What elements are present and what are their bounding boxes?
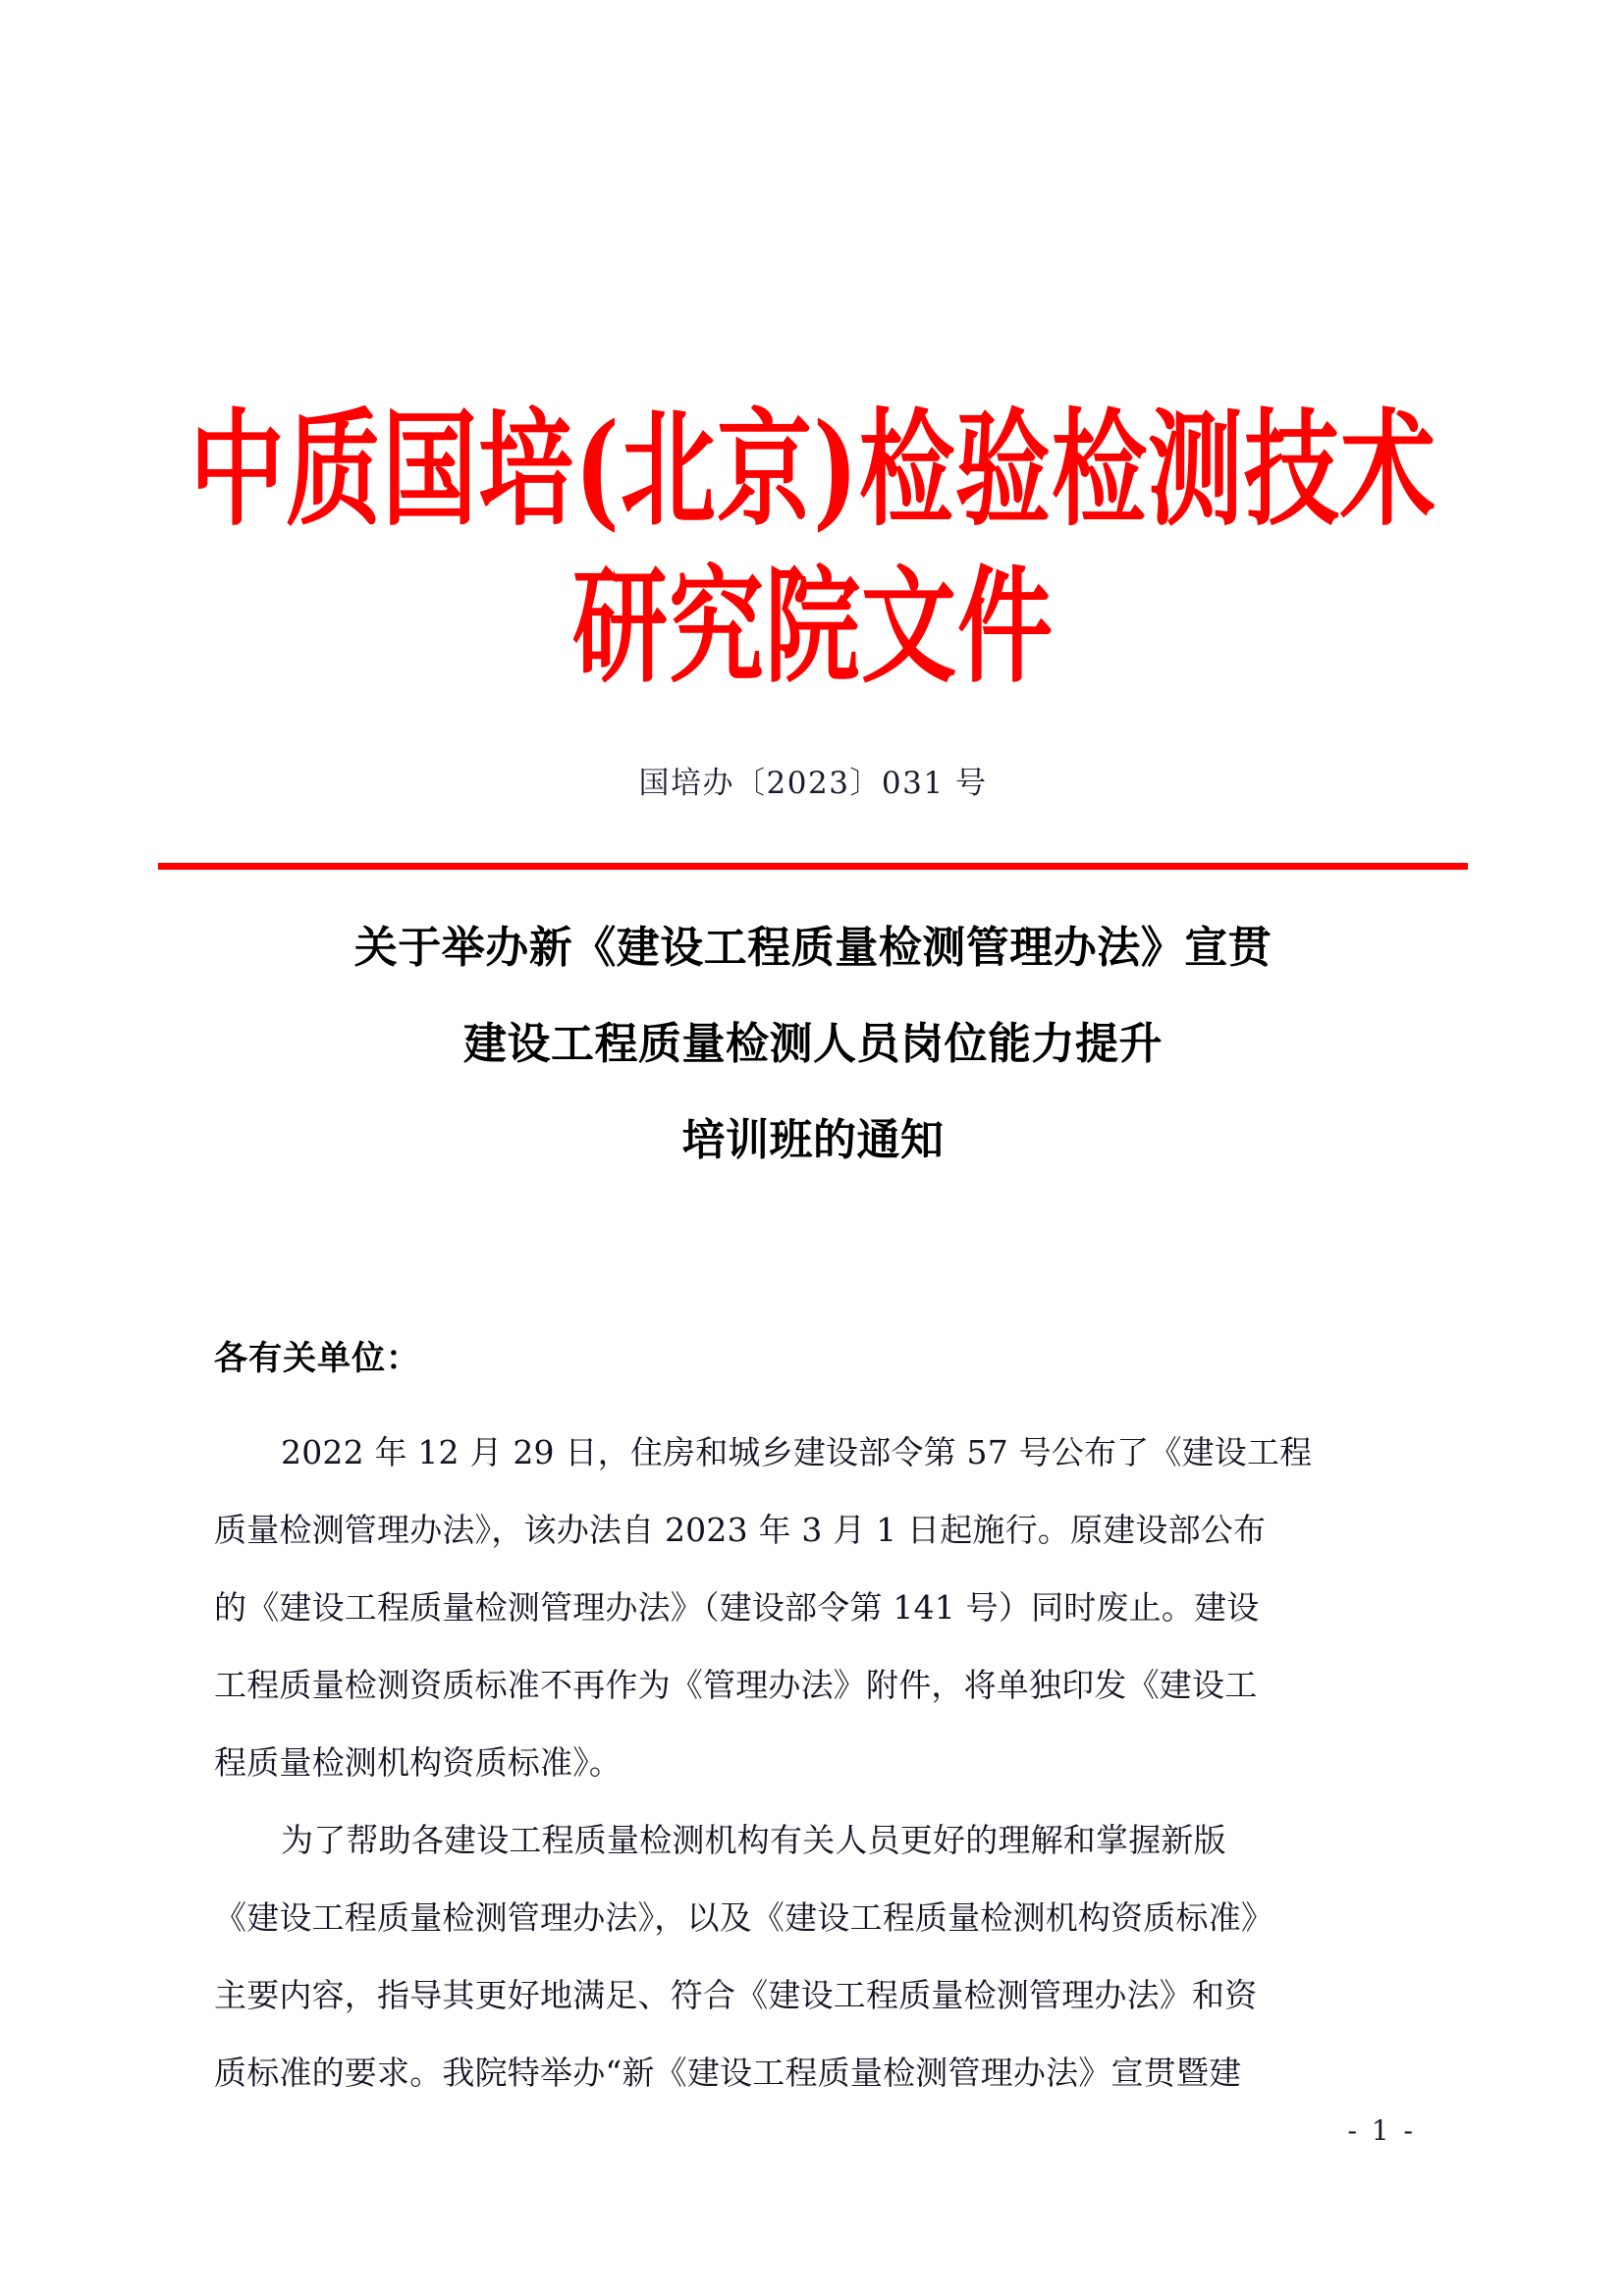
red-divider-rule — [158, 863, 1468, 870]
paragraph-2 — [214, 1801, 1426, 2111]
paragraph-line: 质量检测管理办法》，该办法自 2023 年 3 月 1 日起施行。原建设部公布 — [214, 1511, 1267, 1549]
salutation: 各有关单位： — [214, 1339, 420, 1378]
paragraph-line: 质标准的要求。我院特举办“新《建设工程质量检测管理办法》宣贯暨建 — [214, 2054, 1242, 2092]
title-line-1: 关于举办新《建设工程质量检测管理办法》宣贯 — [353, 923, 1272, 973]
paragraph-line: 程质量检测机构资质标准》。 — [214, 1743, 623, 1782]
page-number-footer: - 1 - — [1347, 2114, 1416, 2147]
paragraph-line: 的《建设工程质量检测管理办法》（建设部令第 141 号）同时废止。建设 — [214, 1588, 1260, 1627]
paragraph-line: 2022 年 12 月 29 日，住房和城乡建设部令第 57 号公布了《建设工程 — [281, 1433, 1313, 1471]
page-title — [157, 919, 1469, 1170]
paragraph-line: 《建设工程质量检测管理办法》，以及《建设工程质量检测机构资质标准》 — [214, 1898, 1274, 1937]
document-body — [214, 1337, 1426, 2111]
paragraph-line: 为了帮助各建设工程质量检测机构有关人员更好的理解和掌握新版 — [281, 1821, 1226, 1859]
letterhead — [157, 393, 1469, 701]
document-number: 国培办〔2023〕031 号 — [638, 766, 988, 801]
letterhead-line-1: 中质国培(北京)检验检测技术 — [189, 395, 1436, 544]
title-line-3: 培训班的通知 — [681, 1115, 945, 1165]
paragraph-line: 主要内容，指导其更好地满足、符合《建设工程质量检测管理办法》和资 — [214, 1976, 1258, 2014]
paragraph-1 — [214, 1414, 1426, 1801]
title-line-2: 建设工程质量检测人员岗位能力提升 — [463, 1019, 1163, 1069]
letterhead-line-2: 研究院文件 — [572, 552, 1054, 701]
paragraph-line: 工程质量检测资质标准不再作为《管理办法》附件，将单独印发《建设工 — [214, 1666, 1258, 1704]
